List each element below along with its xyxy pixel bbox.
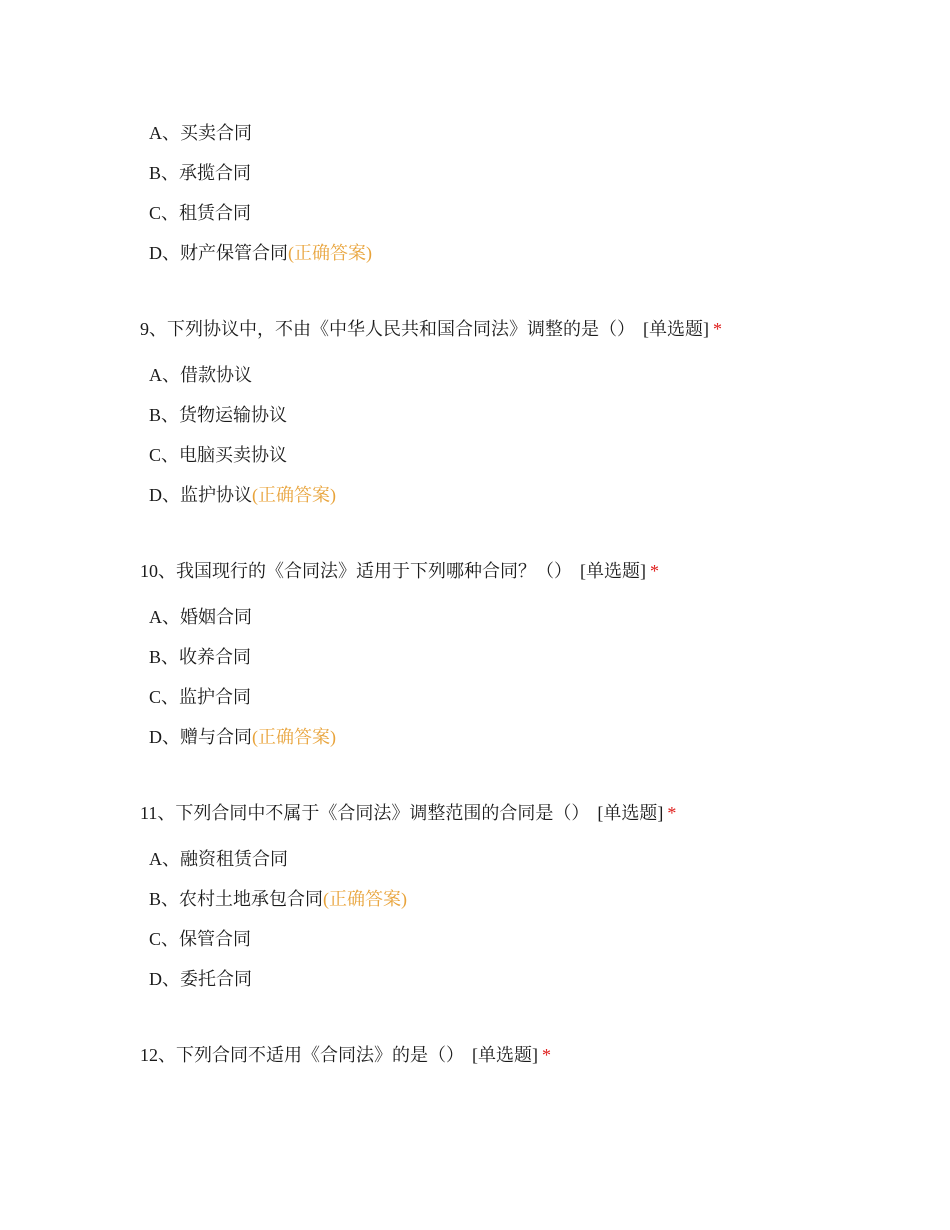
options-list <box>149 122 372 282</box>
question-type-label: [单选题] <box>597 803 664 823</box>
required-marker: * <box>542 1045 551 1065</box>
option-a: A、买卖合同 <box>149 123 252 143</box>
question-11-options <box>149 848 407 1008</box>
option-c: C、保管合同 <box>149 929 252 949</box>
option-a: A、融资租赁合同 <box>149 849 288 869</box>
question-10-options <box>149 606 336 766</box>
question-9-options <box>149 364 336 524</box>
question-12-title: 12、下列合同不适用《合同法》的是（） [单选题] * <box>140 1045 551 1065</box>
option-d: D、监护协议(正确答案) <box>149 485 336 505</box>
correct-answer-tag: (正确答案) <box>252 485 336 505</box>
option-c: C、电脑买卖协议 <box>149 445 288 465</box>
option-d: D、财产保管合同(正确答案) <box>149 243 372 263</box>
option-a: A、借款协议 <box>149 365 252 385</box>
option-b: B、农村土地承包合同(正确答案) <box>149 889 408 909</box>
correct-answer-tag: (正确答案) <box>252 727 336 747</box>
question-11-title: 11、下列合同中不属于《合同法》调整范围的合同是（） [单选题] * <box>140 803 677 823</box>
question-type-label: [单选题] <box>580 561 646 581</box>
required-marker: * <box>713 319 722 339</box>
option-d: D、赠与合同(正确答案) <box>149 727 336 747</box>
required-marker: * <box>667 803 677 823</box>
required-marker: * <box>650 561 659 581</box>
question-10-title: 10、我国现行的《合同法》适用于下列哪种合同？（） [单选题] * <box>140 561 659 581</box>
option-b: B、收养合同 <box>149 647 252 667</box>
option-a: A、婚姻合同 <box>149 607 252 627</box>
option-c: C、监护合同 <box>149 687 252 707</box>
correct-answer-tag: (正确答案) <box>288 243 372 263</box>
option-c: C、租赁合同 <box>149 203 252 223</box>
question-type-label: [单选题] <box>472 1045 538 1065</box>
question-9-title: 9、下列协议中，不由《中华人民共和国合同法》调整的是（） [单选题] * <box>140 319 722 339</box>
option-b: B、货物运输协议 <box>149 405 288 425</box>
option-d: D、委托合同 <box>149 969 252 989</box>
correct-answer-tag: (正确答案) <box>323 889 408 909</box>
option-b: B、承揽合同 <box>149 163 252 183</box>
question-type-label: [单选题] <box>643 319 709 339</box>
